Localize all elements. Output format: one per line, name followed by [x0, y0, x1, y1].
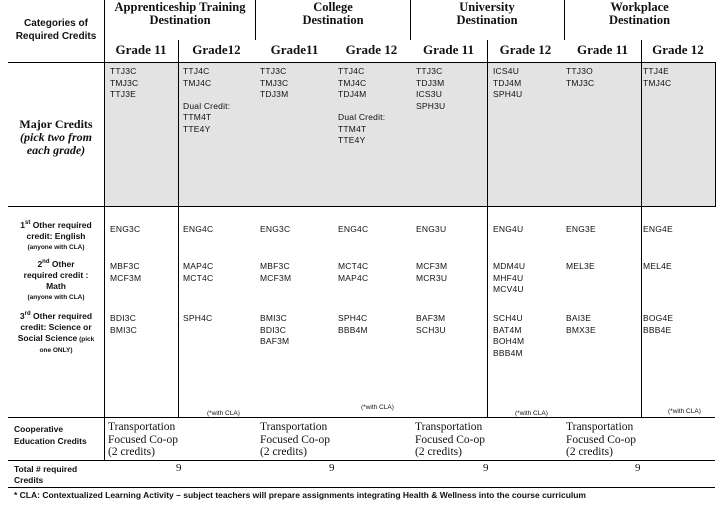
grade-header: Grade12	[192, 42, 241, 57]
rule-category-col	[104, 0, 105, 461]
destination-workplace: Workplace Destination	[608, 0, 671, 27]
science-cell: BOG4E BBB4E	[643, 313, 674, 335]
destination-university: University Destination	[456, 0, 518, 27]
math-cell: MCF3M MCR3U	[416, 261, 448, 283]
english-cell: ENG3E	[566, 224, 596, 234]
english-cell: ENG3U	[416, 224, 447, 234]
grade-header: Grade 12	[652, 42, 704, 57]
cla-footnote: * CLA: Contextualized Learning Activity – subject teachers will prepare assignments integrating Health & Wellness into the course curriculum	[14, 490, 586, 500]
coop-label: Cooperative Education Credits	[14, 424, 87, 446]
rule-bottom	[8, 487, 715, 488]
math-cell: MAP4C MCT4C	[183, 261, 214, 283]
math-cell: MDM4U MHF4U MCV4U	[493, 261, 526, 294]
rule-below-grades	[8, 62, 715, 63]
rule-right-edge	[715, 62, 716, 207]
math-cell: MBF3C MCF3M	[260, 261, 292, 283]
math-cell: MEL4E	[643, 261, 672, 271]
science-credit-label: 3rd Other required credit: Science or Social Science (pick one ONLY)	[17, 311, 95, 354]
major-cell-college-12: TTJ4C TMJ4C TDJ4M Dual Credit: TTM4T TTE4Y	[338, 66, 386, 145]
science-cell: BDI3C BMI3C	[110, 313, 137, 335]
math-cell: MEL3E	[566, 261, 595, 271]
major-cell-workplace-12: TTJ4E TMJ4C	[643, 66, 672, 88]
english-cell: ENG3C	[110, 224, 141, 234]
coop-cell-workplace: Transportation Focused Co-op (2 credits)	[566, 421, 636, 458]
rule-above-coop	[8, 417, 715, 418]
rule-apprentice-split	[178, 40, 179, 418]
total-value: 9	[635, 462, 641, 474]
english-cell: ENG4C	[183, 224, 214, 234]
rule-below-major	[8, 206, 715, 207]
major-cell-apprentice-11: TTJ3C TMJ3C TTJ3E	[110, 66, 139, 99]
major-cell-apprentice-12: TTJ4C TMJ4C Dual Credit: TTM4T TTE4Y	[183, 66, 231, 134]
coop-cell-college: Transportation Focused Co-op (2 credits)	[260, 421, 330, 458]
grade-header: Grade 12	[345, 42, 398, 57]
total-label: Total # required Credits	[14, 464, 78, 485]
grade-header: Grade 11	[115, 42, 167, 57]
cla-note: (*with CLA)	[515, 410, 548, 417]
major-cell-college-11: TTJ3C TMJ3C TDJ3M	[260, 66, 289, 99]
total-value: 9	[176, 462, 182, 474]
rule-workplace-split	[641, 40, 642, 418]
coop-cell-apprenticeship: Transportation Focused Co-op (2 credits)	[108, 421, 178, 458]
destination-college: College Destination	[302, 0, 364, 27]
grade-header: Grade 11	[423, 42, 474, 57]
cla-note: (*with CLA)	[361, 404, 394, 411]
math-credit-label: 2nd Other required credit : Math (anyone with CLA)	[23, 259, 89, 301]
grade-header: Grade 12	[499, 42, 552, 57]
science-cell: SPH4C	[183, 313, 213, 323]
science-cell: BMI3C BDI3C BAF3M	[260, 313, 290, 346]
math-cell: MCT4C MAP4C	[338, 261, 369, 283]
english-cell: ENG4E	[643, 224, 673, 234]
english-cell: ENG4U	[493, 224, 524, 234]
major-credits-label: Major Credits (pick two from each grade)	[19, 117, 93, 157]
cla-note: (*with CLA)	[207, 410, 240, 417]
cla-note: (*with CLA)	[668, 408, 701, 415]
total-value: 9	[483, 462, 489, 474]
english-cell: ENG3C	[260, 224, 291, 234]
science-cell: BAF3M SCH3U	[416, 313, 446, 335]
science-cell: SPH4C BBB4M	[338, 313, 368, 335]
rule-above-total	[8, 460, 715, 461]
math-cell: MBF3C MCF3M	[110, 261, 142, 283]
grade-header: Grade11	[270, 42, 319, 57]
coop-cell-university: Transportation Focused Co-op (2 credits)	[415, 421, 485, 458]
english-cell: ENG4C	[338, 224, 369, 234]
rule-university-split	[487, 40, 488, 418]
destination-apprenticeship: Apprenticeship Training Destination	[114, 0, 246, 27]
grade-header: Grade 11	[577, 42, 628, 57]
major-cell-university-11: TTJ3C TDJ3M ICS3U SPH3U	[416, 66, 446, 111]
categories-header: Categories of Required Credits	[15, 18, 97, 42]
major-cell-university-12: ICS4U TDJ4M SPH4U	[493, 66, 523, 99]
english-credit-label: 1st Other required credit: English (anyone with CLA)	[20, 220, 92, 251]
major-cell-workplace-11: TTJ3O TMJ3C	[566, 66, 595, 88]
science-cell: SCH4U BAT4M BOH4M BBB4M	[493, 313, 525, 358]
science-cell: BAI3E BMX3E	[566, 313, 596, 335]
total-value: 9	[329, 462, 335, 474]
